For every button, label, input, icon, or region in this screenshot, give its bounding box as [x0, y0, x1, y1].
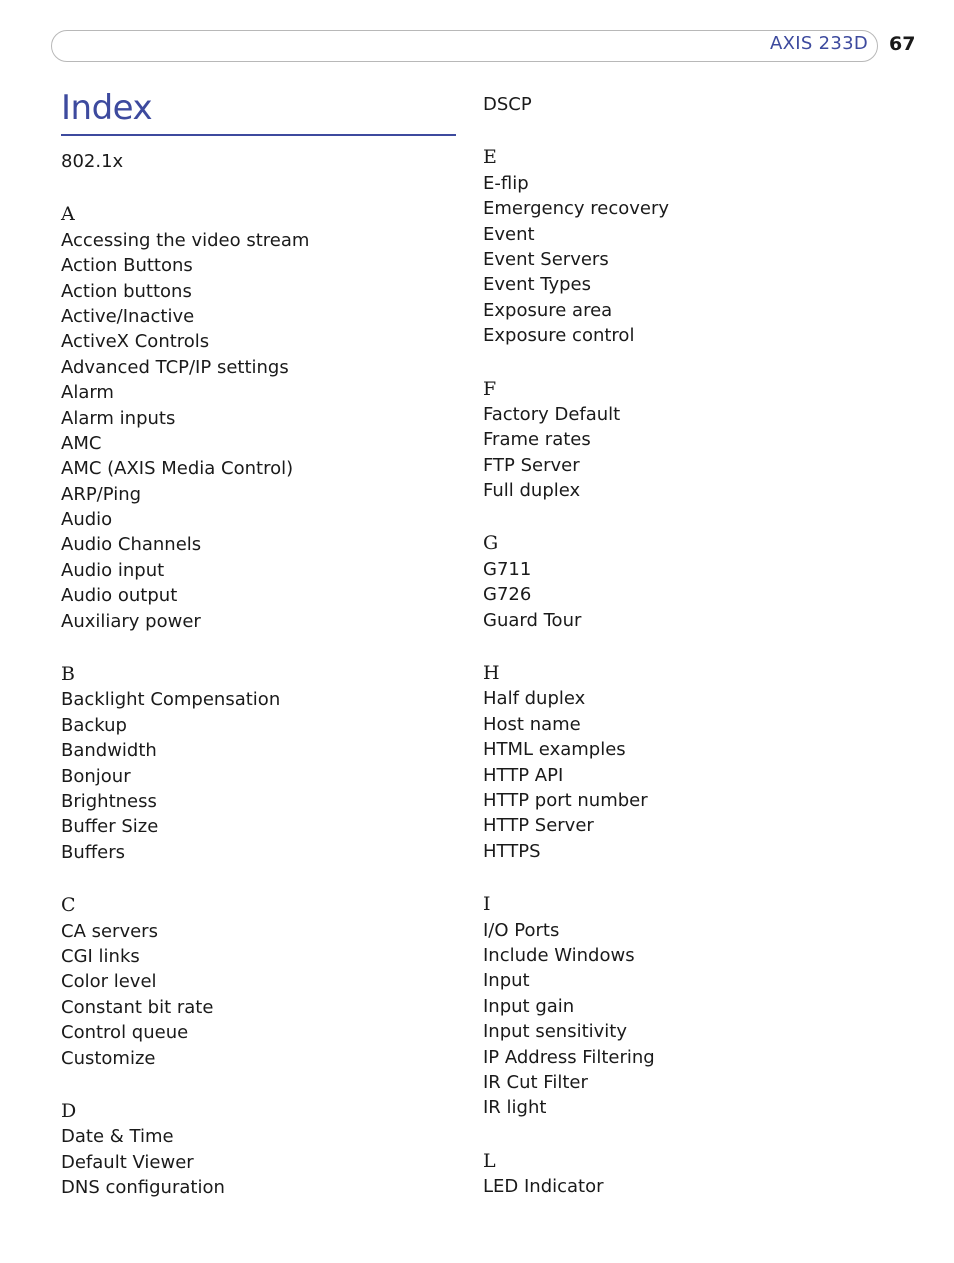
index-section — [483, 1149, 669, 1200]
index-entry: Accessing the video stream — [61, 229, 310, 251]
index-entry: HTTP port number — [483, 789, 648, 811]
index-entry: Input gain — [483, 995, 575, 1017]
index-entry: Alarm inputs — [61, 407, 176, 429]
index-entry: IR light — [483, 1097, 547, 1119]
index-column-right — [483, 92, 669, 1199]
index-entry: Event — [483, 223, 535, 245]
index-entry: Constant bit rate — [61, 996, 214, 1018]
index-entry: Include Windows — [483, 944, 635, 966]
index-entry: HTTP Server — [483, 815, 594, 837]
index-entry: Backup — [61, 714, 127, 736]
index-entry: Bonjour — [61, 765, 131, 787]
index-entry: IR Cut Filter — [483, 1071, 588, 1093]
index-entry: ARP/Ping — [61, 483, 142, 505]
index-entry: Event Types — [483, 274, 592, 296]
section-letter: D — [61, 1099, 77, 1122]
index-entry: Frame rates — [483, 429, 591, 451]
index-section — [483, 892, 669, 1121]
index-entry: Audio — [61, 509, 113, 531]
index-entry: 802.1x — [61, 151, 124, 172]
index-entry: Emergency recovery — [483, 198, 670, 220]
index-entry: Control queue — [61, 1022, 189, 1044]
index-entry: Default Viewer — [61, 1151, 194, 1173]
index-entry: CA servers — [61, 920, 158, 942]
section-letter: L — [483, 1149, 496, 1172]
index-entry: HTML examples — [483, 739, 626, 761]
index-entry: I/O Ports — [483, 919, 560, 941]
index-entry: AMC — [61, 432, 102, 454]
index-entry: Host name — [483, 713, 581, 735]
index-section — [61, 202, 309, 634]
section-letter: I — [483, 893, 491, 916]
index-section — [61, 893, 309, 1071]
section-letter: E — [483, 146, 497, 169]
index-entry: LED Indicator — [483, 1176, 604, 1198]
index-entry: Alarm — [61, 382, 114, 404]
index-entry: Factory Default — [483, 403, 621, 425]
section-letter: A — [61, 203, 75, 226]
section-letter: H — [483, 662, 500, 685]
index-entry: Full duplex — [483, 480, 581, 502]
index-entry: Action Buttons — [61, 255, 193, 277]
title-underline — [61, 134, 456, 136]
index-entry: Exposure control — [483, 325, 635, 347]
section-letter: B — [61, 663, 75, 686]
index-entry: Color level — [61, 971, 157, 993]
index-entry: ActiveX Controls — [61, 331, 210, 353]
index-entry: Guard Tour — [483, 609, 582, 631]
index-entry: HTTPS — [483, 840, 541, 862]
index-entry: Buffer Size — [61, 816, 159, 838]
header-bar — [51, 30, 878, 62]
index-section — [483, 377, 669, 504]
section-letter: C — [61, 894, 76, 917]
index-entry: Customize — [61, 1047, 156, 1069]
index-entry: Audio input — [61, 559, 165, 581]
index-entry: Advanced TCP/IP settings — [61, 356, 289, 378]
index-entry: Half duplex — [483, 688, 586, 710]
index-entry: AMC (AXIS Media Control) — [61, 458, 294, 480]
index-entry: Active/Inactive — [61, 305, 195, 327]
page-title: Index — [61, 88, 153, 128]
index-entry: Event Servers — [483, 248, 609, 270]
index-entry: Brightness — [61, 790, 157, 812]
section-letter: G — [483, 532, 499, 555]
index-entry: Action buttons — [61, 280, 192, 302]
index-column-left — [61, 149, 309, 1200]
index-entry: DNS configuration — [61, 1177, 225, 1199]
index-entry: Bandwidth — [61, 740, 157, 762]
index-entry: CGI links — [61, 945, 140, 967]
index-entry: Auxiliary power — [61, 610, 201, 632]
index-section — [483, 145, 669, 348]
index-entry: Date & Time — [61, 1126, 174, 1148]
index-entry: Audio output — [61, 585, 178, 607]
index-entry: Exposure area — [483, 299, 613, 321]
product-name: AXIS 233D — [769, 33, 868, 54]
index-section — [483, 661, 669, 864]
index-entry: G726 — [483, 584, 532, 606]
index-entry: FTP Server — [483, 454, 580, 476]
index-entry: G711 — [483, 558, 532, 580]
section-letter: F — [483, 377, 497, 400]
index-entry: Audio Channels — [61, 534, 202, 556]
index-entry: DSCP — [483, 94, 532, 115]
index-entry: IP Address Filtering — [483, 1046, 655, 1068]
index-entry: Input sensitivity — [483, 1021, 627, 1043]
index-entry: Buffers — [61, 841, 126, 863]
index-entry: E-flip — [483, 172, 529, 194]
index-section — [483, 531, 669, 633]
page-number: 67 — [889, 33, 916, 55]
index-section — [61, 1099, 309, 1201]
index-section — [61, 662, 309, 865]
index-entry: Backlight Compensation — [61, 689, 281, 711]
index-entry: Input — [483, 970, 530, 992]
index-entry: HTTP API — [483, 764, 564, 786]
